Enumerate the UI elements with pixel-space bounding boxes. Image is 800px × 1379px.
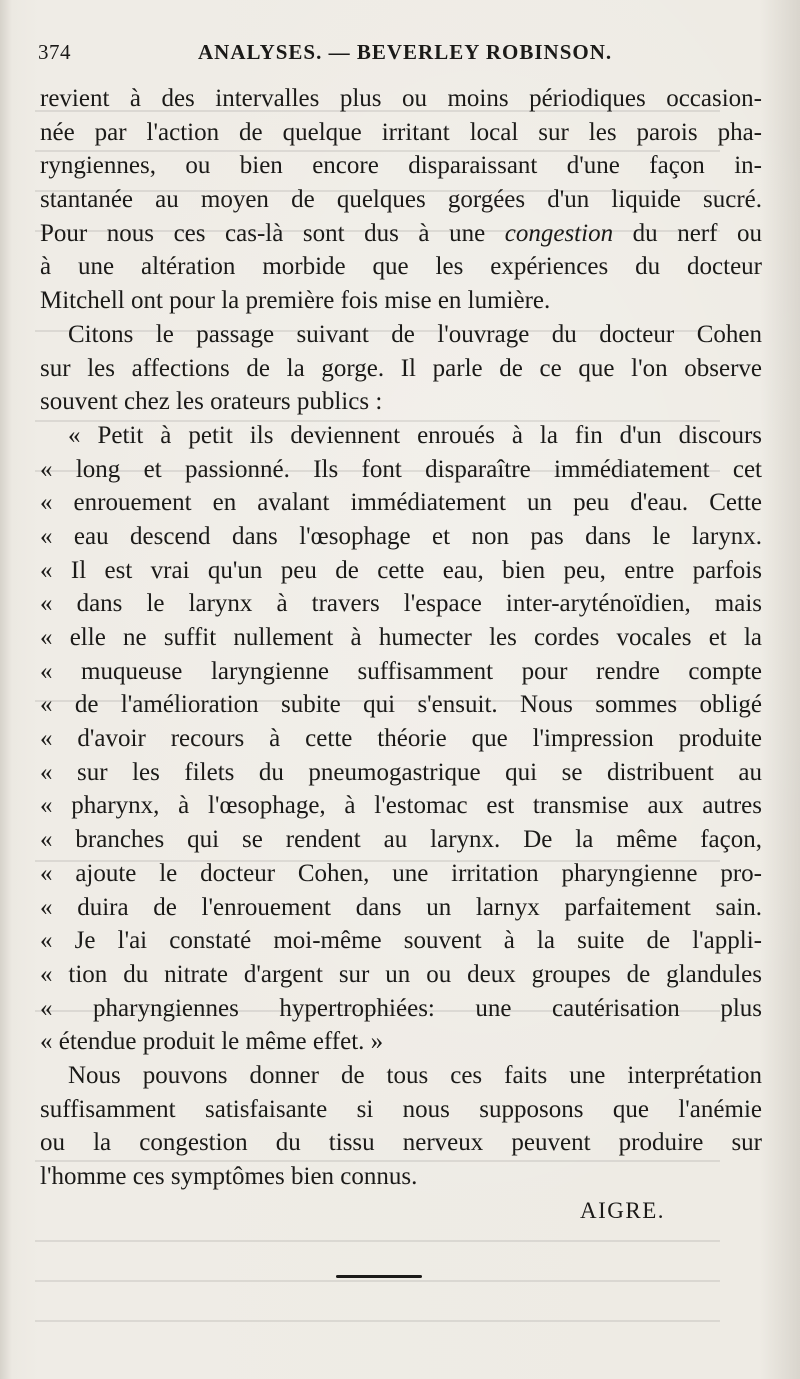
text-line: stantanée au moyen de quelques gorgées d'un liquide sucré. [40, 186, 762, 214]
text-line: « duira de l'enrouement dans un larnyx parfaitement sain. [40, 893, 762, 921]
text-line: « Je l'ai constaté moi-même souvent à la suite de l'appli- [40, 927, 762, 955]
page-header [38, 40, 768, 72]
text-line: « pharynx, à l'œsophage, à l'estomac est transmise aux autres [40, 792, 762, 820]
text-line: souvent chez les orateurs publics : [40, 388, 383, 416]
text-line: Pour nous ces cas-là sont dus à une congestion du nerf ou [40, 219, 763, 247]
text-line: ryngiennes, ou bien encore disparaissant d'une façon in- [40, 152, 762, 180]
text-line: « sur les filets du pneumogastrique qui se distribuent au [40, 758, 762, 786]
text-line: « dans le larynx à travers l'espace inter-aryténoïdien, mais [40, 590, 762, 618]
text-line: « branches qui se rendent au larynx. De la même façon, [40, 826, 762, 854]
author-signature: AIGRE. [580, 1198, 666, 1223]
text-line: « pharyngiennes hypertrophiées: une cautérisation plus [40, 994, 762, 1022]
text-line: ou la congestion du tissu nerveux peuvent produire sur [40, 1129, 762, 1157]
text-line: Citons le passage suivant de l'ouvrage du docteur Cohen [68, 320, 762, 348]
text-line: « de l'amélioration subite qui s'ensuit. Nous sommes obligé [40, 691, 762, 719]
text-line: « long et passionné. Ils font disparaître immédiatement cet [40, 455, 762, 483]
text-line: « elle ne suffit nullement à humecter les cordes vocales et la [40, 624, 762, 651]
paragraph [40, 1059, 762, 1194]
text-line: suffisamment satisfaisante si nous supposons que l'anémie [40, 1095, 762, 1123]
text-line: « ajoute le docteur Cohen, une irritation pharyngienne pro- [40, 859, 762, 887]
end-rule [336, 1275, 422, 1278]
body-text [40, 82, 762, 1194]
text-line: « eau descend dans l'œsophage et non pas dans le larynx. [40, 522, 762, 550]
text-line: « Petit à petit ils deviennent enroués à la fin d'un discours [68, 421, 762, 449]
text-line: « enrouement en avalant immédiatement un peu d'eau. Cette [40, 489, 762, 517]
text-line: à une altération morbide que les expériences du docteur [40, 253, 762, 281]
text-line: « muqueuse laryngienne suffisamment pour rendre compte [40, 657, 762, 685]
text-line: née par l'action de quelque irritant local sur les parois pha- [40, 118, 762, 146]
text-line: « étendue produit le même effet. » [40, 1028, 384, 1056]
page-number: 374 [38, 40, 71, 64]
text-line: « Il est vrai qu'un peu de cette eau, bien peu, entre parfois [40, 556, 762, 584]
text-line: « d'avoir recours à cette théorie que l'impression produite [40, 725, 762, 753]
text-line: revient à des intervalles plus ou moins périodiques occasion- [40, 85, 762, 112]
text-line: Nous pouvons donner de tous ces faits une interprétation [68, 1061, 762, 1089]
paragraph [40, 419, 762, 1059]
paragraph [40, 82, 762, 318]
text-line: « tion du nitrate d'argent sur un ou deux groupes de glandules [40, 960, 762, 988]
text-line: sur les affections de la gorge. Il parle de ce que l'on observe [40, 354, 762, 382]
paragraph [40, 318, 762, 419]
running-head: ANALYSES. — BEVERLEY ROBINSON. [198, 40, 613, 64]
text-line: l'homme ces symptômes bien connus. [40, 1163, 418, 1190]
text-line: Mitchell ont pour la première fois mise en lumière. [40, 287, 551, 315]
